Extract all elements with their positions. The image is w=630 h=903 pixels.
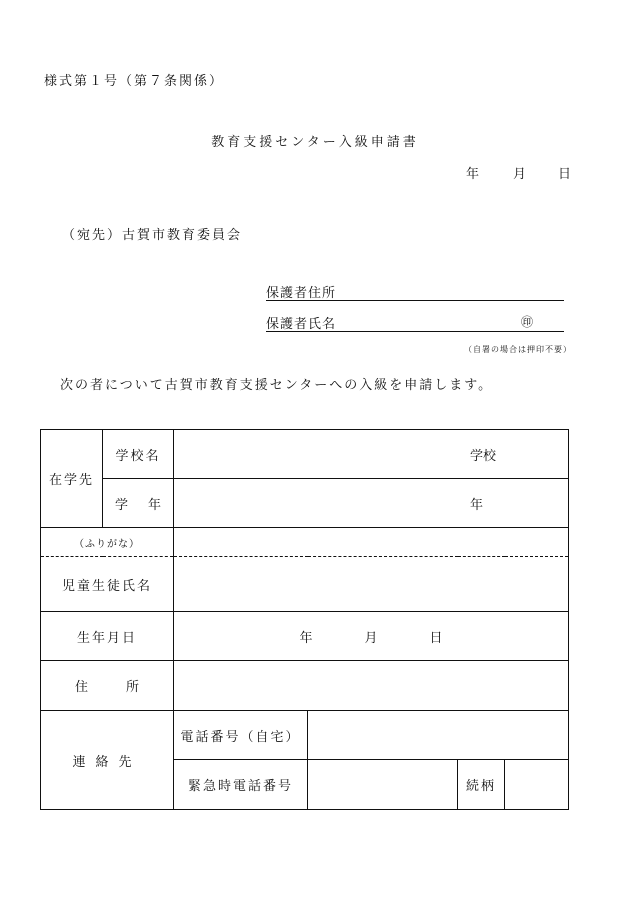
grade-field[interactable]	[174, 479, 569, 528]
date-day-label: 日	[558, 167, 572, 182]
request-statement: 次の者について古賀市教育支援センターへの入級を申請します。	[60, 378, 494, 393]
guardian-address-field[interactable]	[266, 282, 564, 301]
relationship-label: 続柄	[458, 760, 505, 810]
birth-year-label: 年	[299, 630, 313, 646]
school-name-field[interactable]	[174, 430, 569, 479]
school-group-label: 在学先	[41, 430, 103, 528]
relationship-field[interactable]	[505, 760, 569, 810]
signature-note: （自署の場合は押印不要）	[464, 345, 572, 354]
furigana-field[interactable]	[174, 528, 569, 557]
home-phone-field[interactable]	[308, 711, 569, 760]
birthdate-field[interactable]	[174, 612, 569, 661]
emergency-phone-label: 緊急時電話番号	[174, 760, 308, 810]
date-year-label: 年	[466, 167, 480, 182]
guardian-name-field[interactable]	[266, 313, 564, 332]
student-name-field[interactable]	[174, 557, 569, 612]
form-title: 教育支援センター入級申請書	[211, 135, 419, 150]
guardian-address-label: 保護者住所	[266, 286, 337, 301]
date-month-label: 月	[513, 167, 527, 182]
school-suffix: 学校	[470, 448, 497, 464]
addressee: （宛先）古賀市教育委員会	[62, 228, 243, 243]
guardian-name-label: 保護者氏名	[266, 317, 337, 332]
home-phone-label: 電話番号（自宅）	[174, 711, 308, 760]
application-table	[40, 429, 569, 810]
birth-month-label: 月	[364, 630, 378, 646]
school-name-label: 学校名	[103, 430, 174, 479]
form-number: 様式第１号（第７条関係）	[44, 74, 225, 89]
seal-icon: ㊞	[520, 315, 534, 329]
student-name-label: 児童生徒氏名	[41, 557, 174, 612]
birth-day-label: 日	[429, 630, 443, 646]
birthdate-label: 生年月日	[41, 612, 174, 661]
emergency-phone-field[interactable]	[308, 760, 458, 810]
grade-label: 学 年	[103, 479, 174, 528]
contact-group-label: 連絡先	[41, 711, 174, 810]
furigana-label: （ふりがな）	[41, 528, 174, 557]
address-field[interactable]	[174, 661, 569, 711]
grade-suffix: 年	[470, 497, 484, 513]
address-label: 住 所	[41, 661, 174, 711]
